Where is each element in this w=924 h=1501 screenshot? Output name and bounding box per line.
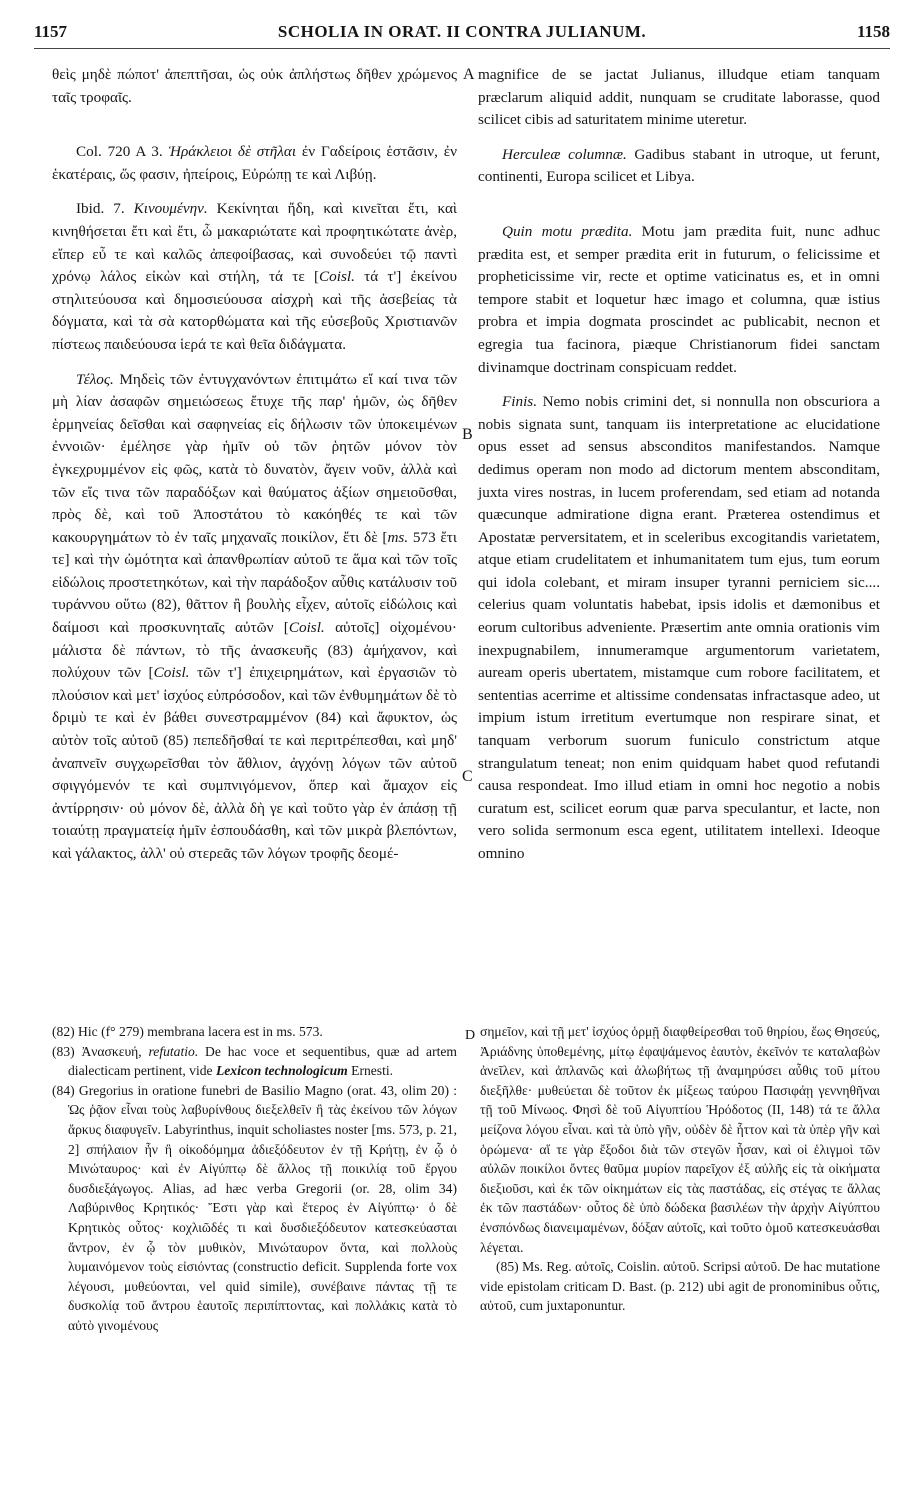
manuscript-siglum: Coisl.	[288, 619, 325, 637]
greek-scholion-moved	[52, 198, 457, 356]
scholion-text: Gadibus stabant in utroque, ut ferunt, continenti, Europa scilicet et Libya.	[478, 145, 881, 186]
scholion-text: Motu jam prædita fuit, nunc adhuc prædita est, et semper prædita erit in futurum, o felicissime et propheticissime vir, recte et optime vaticinatus es, et in omni tempore stabit et loquetur hæc imago et columna, quæ istius probra et impia dogmata proscindet ac publicabit, necnon et egregia tua facinora, piæque Christianorum fidei sanctam divinamque doctrinam conspicuam reddet.	[478, 222, 880, 376]
left-column-number: 1157	[34, 22, 68, 41]
scholion-lemma: Ἡράκλειοι δὲ στῆλαι	[168, 143, 297, 161]
greek-column	[52, 64, 457, 866]
margin-letter-b: B	[462, 426, 473, 443]
running-header	[34, 22, 890, 49]
scholion-reference: Col. 720 A 3.	[76, 143, 163, 161]
footnotes-left	[52, 1022, 457, 1336]
margin-letter-c: C	[462, 768, 473, 785]
footnote-83	[52, 1042, 457, 1081]
scholion-reference: Ibid. 7.	[76, 200, 125, 218]
footnote-85: (85) Ms. Reg. αὐτοῖς, Coislin. αὐτοῦ. Scripsi αὐτοῦ. De hac mutatione vide epistolam criticam D. Bast. (p. 212) ubi agit de pronominibus οὗτις, αὐτοῦ, cum juxtaponuntur.	[480, 1259, 880, 1314]
right-column-number: 1158	[856, 22, 890, 41]
latin-scholion-herculean-columns	[478, 144, 880, 189]
scholion-text: αὐτοῖς] οἰχομένου· μάλιστα δὲ πάντων, τὸ τῆς ἀνασκευῆς (83) ἀμήχανον, καὶ πολύχουν τῶν [	[52, 619, 457, 682]
scholion-lemma: Herculeæ columnæ.	[502, 145, 627, 163]
scholion-text: Μηδεὶς τῶν ἐντυγχανόντων ἐπιτιμάτω εἴ καί τινα τῶν μὴ λίαν ἀσαφῶν σημειώσεως ἔτυχε τῆς παρ' ἡμῶν, ὡς δῆθεν ἑρμηνείας δεῖσθαι καὶ σαφηνείας εἰς δήλωσιν τῶν ὑποκειμένων ἐννοιῶν· ἐμέλησε γὰρ ἡμῖν οὐ τῶν ῥητῶν μόνον τὸν ἐγκεχρυμμένον εἰς φῶς, κατὰ τὸ δυνατὸν, ἄγειν νοῦν, ἀλλὰ καὶ τῶν εἴς τινα τῶν παραδόξων καὶ θαύματος ἀξίων σημειοῦσθαι, πρὸς δὲ, καὶ τοῦ Ἀποστάτου τὸ κακόηθές τε καὶ τῶν κακουργημάτων τὸ ἐν ταῖς μηχαναῖς ποικίλον, ἔτι δὲ [	[52, 370, 458, 546]
footnote-book-title: Lexicon technologicum	[215, 1063, 348, 1079]
manuscript-siglum: ms.	[387, 528, 409, 546]
latin-column	[478, 64, 880, 866]
scholion-text: ἐν Γαδείροις ἑστᾶσιν, ἐν ἑκατέραις, ὥς φασιν, ἠπείροις, Εὐρώπῃ τε καὶ Λιβύῃ.	[52, 143, 458, 183]
manuscript-siglum: Coisl.	[153, 664, 190, 682]
scholion-text: Κεκίνηται ἤδη, καὶ κινεῖται ἔτι, καὶ κινηθήσεται ἔτι καὶ ἔτι, ὦ μακαριώτατε καὶ προφητικώτατε ἀνὲρ, εἴπερ εὖ τε καὶ καλῶς ἀπεφοίβασας, καὶ συνοδεύει τῷ παντὶ χρόνῳ λάλος εἰκὼν καὶ στήλη, τά τε [	[52, 200, 458, 286]
footnote-text: Ernesti.	[347, 1063, 394, 1079]
margin-letter-d: D	[465, 1028, 476, 1043]
page-title: SCHOLIA IN ORAT. II CONTRA JULIANUM.	[277, 22, 647, 41]
greek-paragraph: θεὶς μηδὲ πώποτ' ἀπεπτῆσαι, ὡς οὐκ ἀπλήστως δῆθεν χρώμενος ταῖς τροφαῖς.	[52, 66, 457, 106]
scholion-lemma: Τέλος.	[76, 370, 114, 388]
margin-letter-a: A	[463, 66, 475, 83]
footnote-text: De hac voce et sequentibus, quæ ad artem dialecticam pertinent, vide	[68, 1043, 457, 1079]
manuscript-siglum: Coisl.	[319, 268, 355, 286]
latin-scholion-moved	[478, 221, 880, 379]
footnote-82: (82) Hic (f° 279) membrana lacera est in ms. 573.	[52, 1024, 323, 1039]
latin-paragraph: magnifice de se jactat Julianus, illudque etiam tanquam præclarum aliquid addit, nunquam se cruditate laborasse, quod scilicet cibis ad saturitatem minime uteretur.	[478, 66, 880, 129]
greek-scholion-herculean-columns	[52, 141, 457, 186]
footnote-text: (83) Ἀνασκευή,	[52, 1043, 149, 1059]
scholion-text: τά τ'] ἐκείνου στηλιτεύουσα καὶ δημοσιεύουσα αἰσχρὴ καὶ τῆς ἀσεβείας τὰ δόγματα, καὶ τὰ σὰ κατορθώματα καὶ τῆς εὐσεβοῦς Χριστιανῶν πίστεως παιδεύουσα ἱερά τε καὶ θεῖα διδάγματα.	[52, 268, 457, 353]
greek-scholion-end	[52, 369, 457, 866]
footnote-84-continued: σημεῖον, καὶ τῇ μετ' ἰσχύος ὁρμῇ διαφθείρεσθαι τοῦ θηρίου, ἕως Θησεύς, Ἀριάδνης ὑποθεμένης, μίτῳ ἐφαψάμενος ἑαυτὸν, ἐκεῖνόν τε καταλαβὼν ἀνεῖλεν, καὶ ἀπλανῶς καὶ ἀλωβήτως τῇ ἀναμηρύσει αὖθις τοῦ μίτου διεξῆλθε· μυθεύεται δὲ τοῦτον ἐκ μίξεως ταύρου Πασιφάῃ γεννηθῆναι τῇ τοῦ Μίνωος. Φησὶ δὲ τοῦ Αἰγυπτίου Ἡρόδοτος (II, 148) τά τε ἄλλα μείζονα λόγου εἶναι. καὶ τὰ ὑπὸ γῆν, οὐδὲν δὲ ἧττον καὶ τὰ ὑπὲρ γῆν καὶ ὁρώμενα· αἵ τε γὰρ ἔξοδοι διὰ τῶν στεγῶν ἦσαν, καὶ οἱ ἑλιγμοὶ τῶν αὐλῶν ποικίλοι ὄντες θαῦμα μυρίον παρεῖχον ἐξ αὐλῆς εἰς τὰ οἰκήματα διεξιοῦσι, καὶ ἐκ τῶν οἰκημάτων εἰς τὰς παστάδας, εἰς στέγας τε ἄλλας ἐκ τῶν παστάδων· οὗτος δὲ ὑπὸ δώδεκα βασιλέων τὴν ἀρχὴν Αἰγύπτου ἐνσπόνδως διανειμαμένων, δόξαν αὐτοῖς, καὶ τοῦτο ὁμοῦ κατεσκευάσθαι λέγεται.	[480, 1024, 880, 1255]
scholion-text: Nemo nobis crimini det, si nonnulla non obscuriora a nobis signata sunt, tanquam iis interpretatione ac elucidatione opus esset ad sensus absconditos manifestandos. Namque dedimus operam non modo ad dictorum mentem absconditam, juxta vires nostras, in lucem proferendam, sed etiam ad notanda quæcunque admiratione digna erant. Præterea ostendimus et Apostatæ perversitatem, et in sceleribus excogitandis varietatem, atque etiam crudelitatem et inhumanitatem tum ejus, tum eorum qui idola colebant, et miram insuper tyranni perniciem sic.... celerius quam voluntatis habebat, ipsis idolis et dæmonibus et eorum cultoribus adveniente. Præsertim ante omnia orationis vim inexpugnabilem, innumeramque argumentorum varietatem, auream operis ubertatem, mistamque cum robore facilitatem, et sententias acerrime et altissime condensatas infractasque adeo, ut impium istum irretitum evertumque non respirare sinat, et tanquam verborum suorum funiculo constrictum atque strangulatum teneat; non enim quidquam habet quod refutandi causa respondeat. Imo illud etiam in omni hoc negotio a nobis curatum est, scilicet eorum quæ parva speculantur, et lacte, non vero solida sermonum esca egent, utilitatem intellexi. Ideoque omnino	[478, 393, 880, 862]
footnote-emphasis: refutatio.	[148, 1043, 199, 1059]
scholion-text: τῶν τ'] ἐπιχειρημάτων, καὶ ἐργασιῶν τὸ πλούσιον καὶ μετ' ἰσχύος εὐπρόσοδον, καὶ τῶν ἐνθυμημάτων δὲ τὸ δριμὺ τε καὶ ἐν βάθει συνεστραμμένον (84) καὶ ἄφυκτον, ὡς αὐτὸν τοῖς αὐτοῦ (85) πεπεδῆσθαί τε καὶ περιτρέπεσθαι, καὶ μηδ' ἀναπνεῖν συγχωρεῖσθαι τὸν ἄθλιον, ἀγχόνῃ λόγων τῶν αὐτοῦ σφιγγόμενόν τε καὶ συμπνιγόμενον, ὅπερ καὶ ἄμαχον εἰς ἀντίρρησιν· οὐ μόνον δὲ, ἀλλὰ δὴ γε καὶ τοῦτο γὰρ ἐν ἁπάσῃ τῇ τοιαύτῃ πραγματείᾳ ἡμῖν ἐσπουδάσθη, καὶ τῶν μικρὰ βλεπόντων, καὶ γάλακτος, ἀλλ' οὐ στερεᾶς τῶν λόγων τροφῆς δεομέ-	[52, 664, 457, 862]
scholion-lemma: Κινουμένην.	[133, 200, 208, 218]
scholion-lemma: Finis.	[502, 393, 538, 411]
footnote-84: (84) Gregorius in oratione funebri de Basilio Magno (orat. 43, olim 20) : Ὡς ῥᾷον εἶναι τοὺς λαβυρίνθους διεξελθεῖν ἢ τὰς ἐκείνου τῶν λόγων ἄρκυς διαφυγεῖν. Labyrinthus, inquit scholiastes noster [ms. 573, p. 21, 2] σπήλαιον ἦν ἢ οἰκοδόμημα ἀδιεξόδευτον ἐν τῇ Κρήτῃ, ἐν ᾧ ὁ Μινώταυρος· καὶ ἐν Αἰγύπτῳ δὲ ἄλλος τῇ ποικιλίᾳ τοῦ ἔργου δυσδιεξάγωγος. Alias, ad hæc verba Gregorii (or. 28, olim 34) Λαβύρινθος Κρητικός· Ἔστι γὰρ καὶ ἕτερος ἐν Αἰγύπτῳ· ὁ δὲ Κρητικὸς οὗτος· κοχλιῶδές τι καὶ δυσδιεξόδευτον κατεσκεύασται ἄντρον, ἐν ᾧ τὸν μυθικὸν, Μινώταυρον ὄντα, καὶ πολλοὺς λυμαινόμενον τοὺς εἰσιόντας (constructio deficit. Supplenda forte vox λέγουσι, μυθεύονται, vel quid simile), συνέβαινε πάντας τῇ τε δυσκολίᾳ τοῦ ἄντρου ἑαυτοῖς περιπίπτοντας, καὶ πολλάκις κατὰ τὸ αὐτὸ γινομένους	[52, 1082, 457, 1333]
scholion-text: 573 ἔτι τε] καὶ τὴν ὠμότητα καὶ ἀπανθρωπίαν αὐτοῦ τε ἅμα καὶ τῶν τοῖς εἰδώλοις προστετηκότων, καὶ τὴν παράδοξον αὖθις κατάλυσιν τοῦ τυράννου οὕτω (82), θᾶττον ἢ βουλὴς εἶχεν, αὐτοῖς εἰδώλοις καὶ δαίμοσι καὶ προσκυνηταῖς αὐτῶν [	[52, 528, 457, 637]
latin-scholion-end	[478, 391, 880, 865]
scholion-lemma: Quin motu prædita.	[502, 222, 633, 240]
footnotes-right	[480, 1022, 880, 1316]
